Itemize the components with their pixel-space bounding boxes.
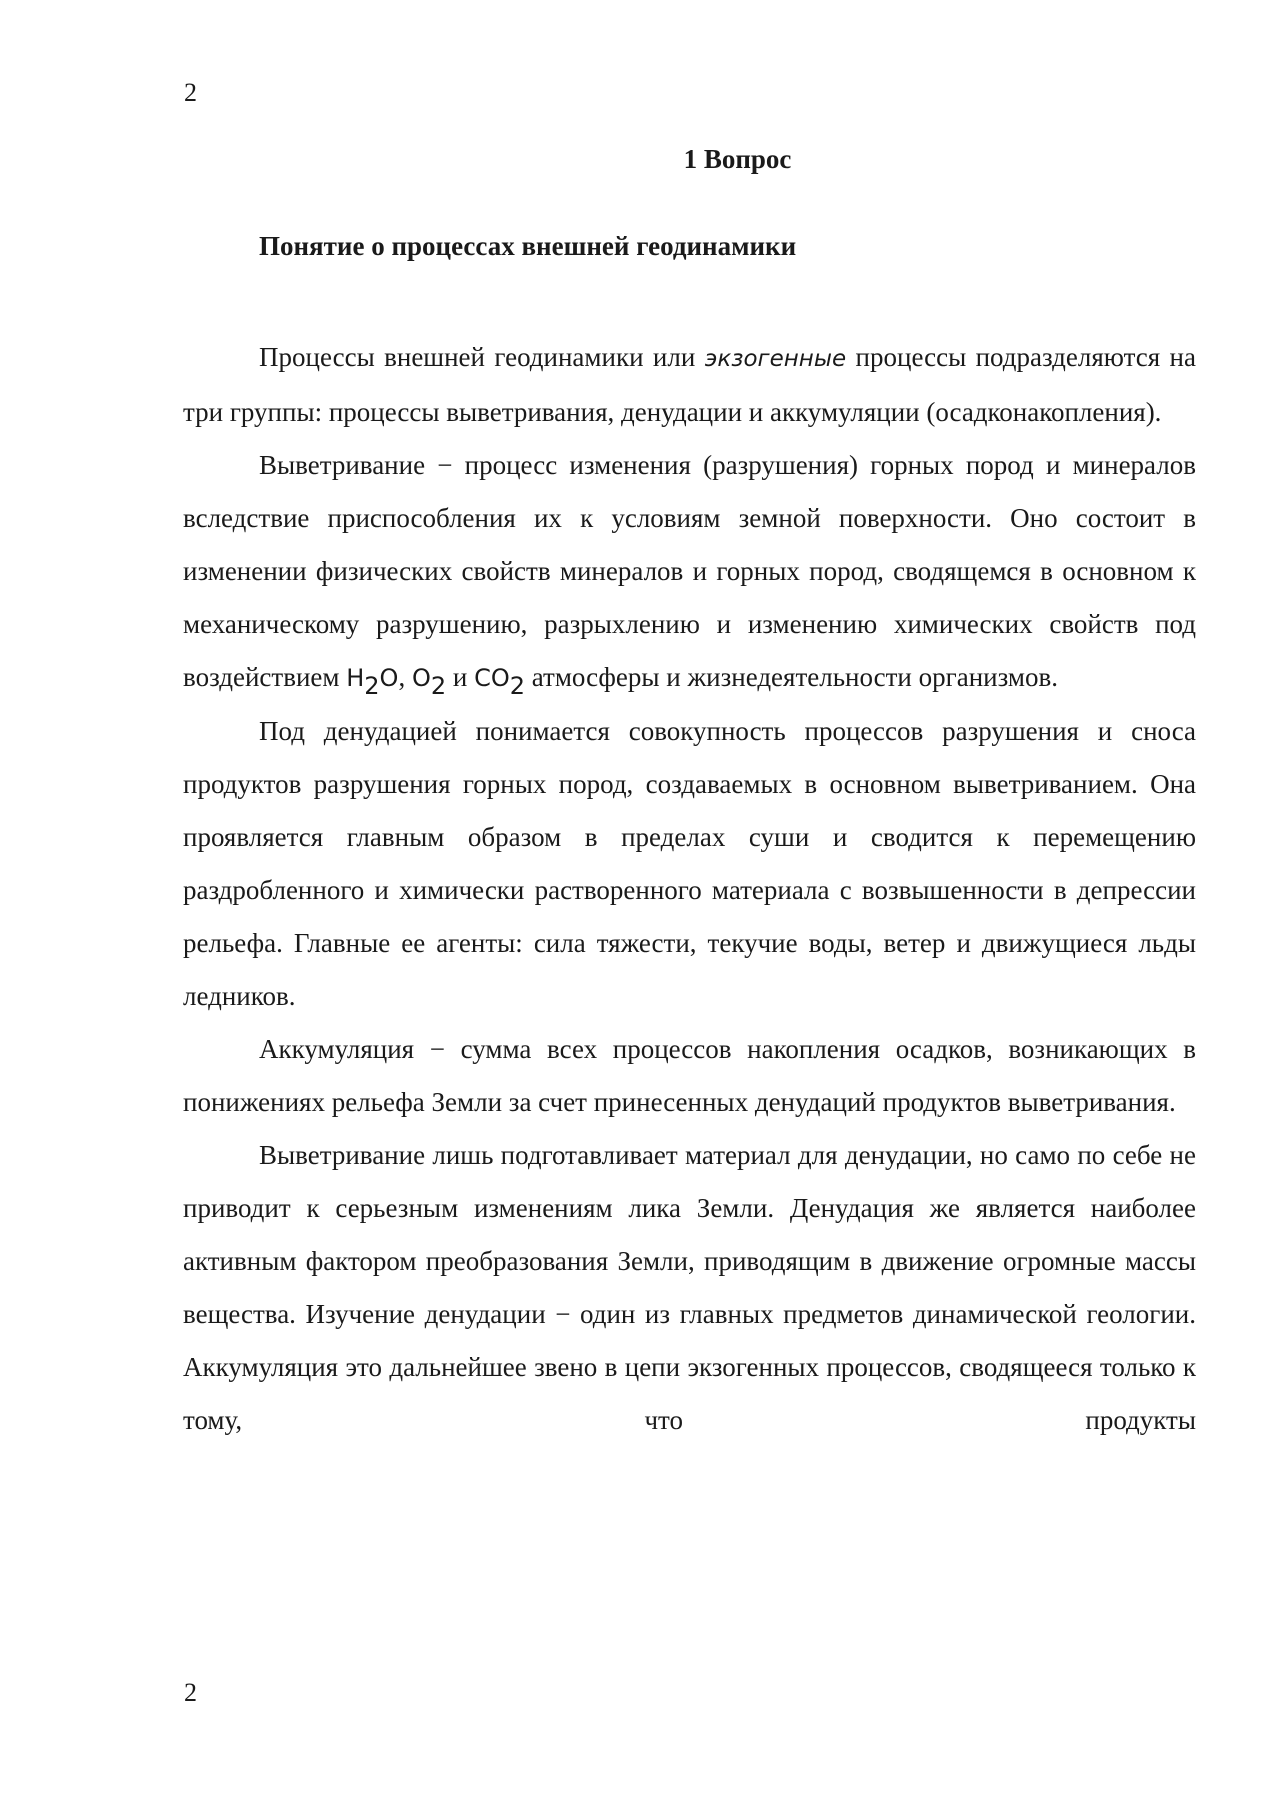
body-text (183, 331, 1196, 1447)
question-title: 1 Вопрос (683, 144, 792, 174)
conjunction-and: и (446, 662, 475, 692)
page-number-bottom: 2 (184, 1678, 197, 1707)
page-number-top: 2 (184, 78, 197, 107)
emphasis-exogenous: экзогенные (704, 346, 847, 372)
p2-start: Выветривание − процесс изменения (разрушения) горных пород и минералов вследствие приспособления их к условиям земной поверхности. Оно состоит в изменении физических свойств минералов и горных пород, сводящемся в основном к механическому разрушению, разрыхлению и изменению химических свойств под воздействием (183, 450, 1196, 692)
paragraph-summary: Выветривание лишь подготавливает материал для денудации, но само по себе не приводит к серьезным изменениям лика Земли. Денудация же является наиболее активным фактором преобразования Земли, приводящим в движение огромные массы вещества. Изучение денудации − один из главных предметов динамической геологии. Аккумуляция это дальнейшее звено в цепи экзогенных процессов, сводящееся только к тому, что продукты (183, 1140, 1196, 1435)
formula-o2: $O_2$ (411, 664, 447, 700)
paragraph-exogenous-processes (183, 331, 1196, 439)
formula-co2: $CO_2$ (474, 664, 525, 700)
p1-start: Процессы внешней геодинамики или (259, 342, 705, 372)
p1-end: процессы подразделяются на три группы: процессы выветривания, денудации и аккумуляции (осадконакопления). (183, 342, 1196, 427)
paragraph-accumulation: Аккумуляция − сумма всех процессов накопления осадков, возникающих в понижениях рельефа Земли за счет принесенных денудаций продуктов выветривания. (183, 1034, 1196, 1117)
section-title: Понятие о процессах внешней геодинамики (259, 231, 797, 261)
formula-h2o: $H_2O$ (346, 664, 399, 700)
paragraph-denudation: Под денудацией понимается совокупность процессов разрушения и сноса продуктов разрушения горных пород, создаваемых в основном выветриванием. Она проявляется главным образом в пределах суши и сводится к перемещению раздробленного и химически растворенного материала с возвышенности в депрессии рельефа. Главные ее агенты: сила тяжести, текучие воды, ветер и движущиеся льды ледников. (183, 716, 1196, 1011)
paragraph-weathering (183, 439, 1196, 705)
separator-comma: , (398, 662, 412, 692)
p2-end: атмосферы и жизнедеятельности организмов. (525, 662, 1058, 692)
